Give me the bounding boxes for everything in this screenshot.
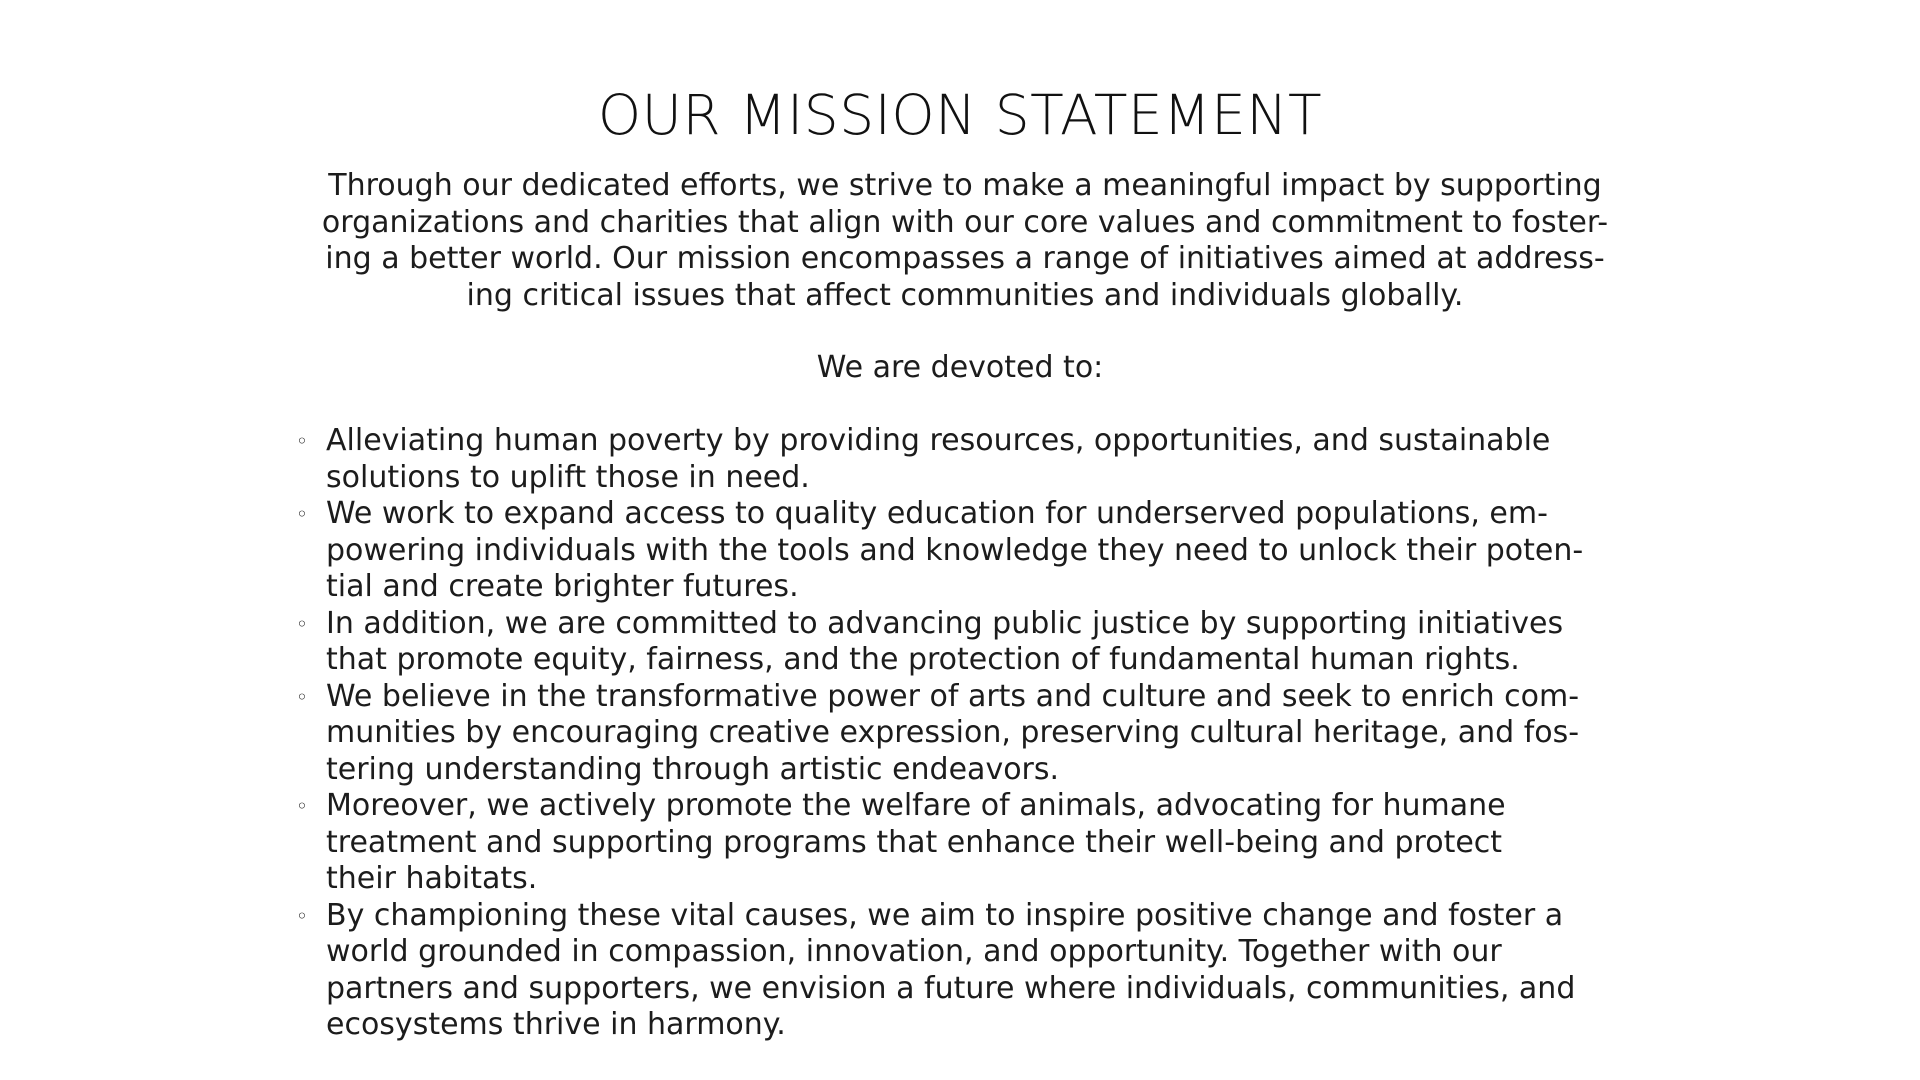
bullet-icon: ◦ (296, 903, 308, 928)
list-item-line: Moreover, we actively promote the welfare of animals, advocating for humane (326, 788, 1506, 823)
list-item-line: partners and supporters, we envision a future where individuals, communities, and (326, 970, 1576, 1006)
list-item-line: In addition, we are committed to advancing public justice by supporting initiatives (326, 605, 1564, 641)
list-item (290, 496, 1640, 606)
bullet-icon: ◦ (296, 429, 308, 453)
list-item-line: ecosystems thrive in harmony. (326, 1007, 786, 1042)
list-item-line: tial and create brighter futures. (326, 569, 799, 604)
list-item-line: We believe in the transformative power of arts and culture and seek to enrich com- (326, 678, 1580, 714)
devoted-heading: We are devoted to: (816, 350, 1104, 385)
intro-line: Through our dedicated efforts, we strive to make a meaningful impact by supporting (328, 168, 1602, 203)
list-item-line: By championing these vital causes, we aim to inspire positive change and foster a (326, 897, 1564, 933)
list-item-line: tering understanding through artistic endeavors. (326, 751, 1060, 787)
list-item-line: world grounded in compassion, innovation, and opportunity. Together with our (326, 934, 1502, 969)
intro-line: ing critical issues that affect communities and individuals globally. (466, 277, 1464, 313)
list-item (290, 423, 1640, 496)
list-item-line: powering individuals with the tools and knowledge they need to unlock their poten- (326, 532, 1584, 568)
list-item-line: Alleviating human poverty by providing resources, opportunities, and sustainable (326, 423, 1551, 458)
list-item (290, 606, 1640, 679)
intro-paragraph (280, 168, 1650, 314)
bullet-icon: ◦ (296, 794, 308, 818)
list-item-line: solutions to uplift those in need. (326, 459, 810, 495)
list-item (290, 898, 1640, 1044)
bullet-icon: ◦ (296, 502, 308, 526)
list-item-line: their habitats. (326, 861, 538, 896)
devotion-list (290, 423, 1640, 1044)
list-item (290, 788, 1640, 898)
list-item-line: munities by encouraging creative expression, preserving cultural heritage, and fos- (326, 715, 1580, 750)
bullet-icon: ◦ (296, 611, 308, 636)
list-item-line: treatment and supporting programs that enhance their well-being and protect (326, 824, 1503, 860)
list-item (290, 679, 1640, 789)
list-item-line: that promote equity, fairness, and the protection of fundamental human rights. (326, 642, 1520, 677)
intro-line: organizations and charities that align with our core values and commitment to foster- (321, 204, 1609, 240)
page-title: OUR MISSION STATEMENT (597, 83, 1323, 147)
list-item-line: We work to expand access to quality education for underserved populations, em- (326, 496, 1548, 531)
intro-line: ing a better world. Our mission encompasses a range of initiatives aimed at address- (325, 241, 1605, 276)
bullet-icon: ◦ (296, 684, 308, 709)
